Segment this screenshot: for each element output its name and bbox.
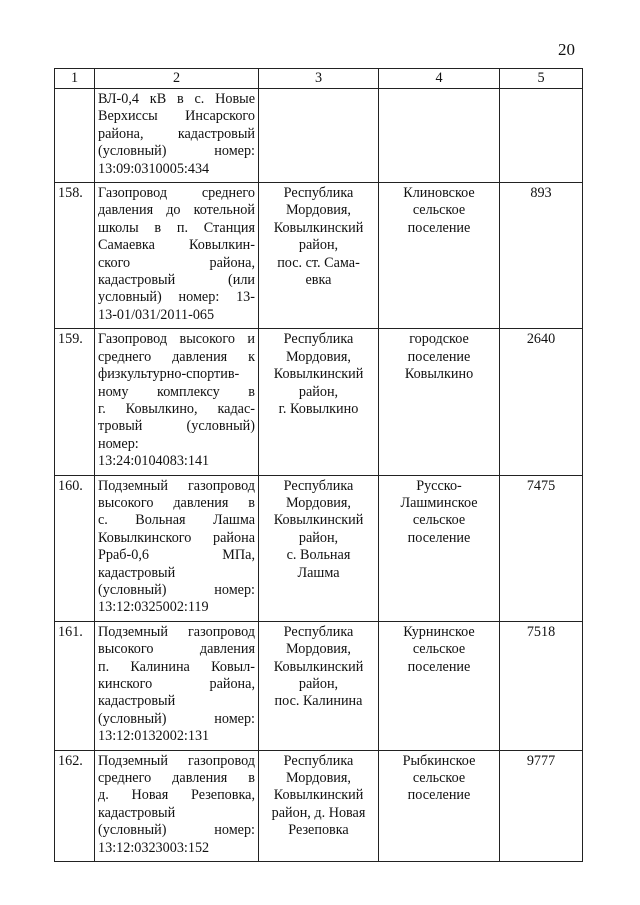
cell-line: Республика [283, 331, 354, 348]
cell-line: Республика [283, 185, 354, 202]
cell-line: Мордовия, [286, 494, 351, 511]
cell-line: район, [298, 529, 339, 546]
cell-line: Ковылкинский [273, 512, 364, 529]
cell-line: г. Ковылкино, кадас- [98, 400, 255, 417]
cell-line: сельское [412, 770, 466, 787]
cell-line: с. Вольная Лашма [98, 512, 255, 529]
table-row [55, 621, 583, 750]
property-registry-table [54, 68, 583, 862]
settlement-cell [379, 750, 500, 861]
cell-line: городское [409, 331, 469, 348]
cell-line: (условный) номер: [98, 581, 255, 598]
cell-line: поселение [407, 787, 471, 804]
cell-line: Мордовия, [286, 641, 351, 658]
location-cell [259, 89, 379, 183]
cell-line: поселение [407, 348, 471, 365]
table-row [55, 750, 583, 861]
cell-line: 13:12:0323003:152 [98, 839, 210, 856]
cell-line: 13:24:0104083:141 [98, 453, 210, 470]
settlement-cell [379, 475, 500, 621]
location-cell [259, 329, 379, 475]
cell-line: д. Новая Резеповка, [98, 787, 255, 804]
column-header: 1 [55, 69, 95, 89]
location-cell [259, 621, 379, 750]
object-name-cell [95, 183, 259, 329]
cell-line: Ковылкинского района [98, 529, 255, 546]
cell-line: Республика [283, 752, 354, 769]
cell-line: Ковылкино [404, 366, 474, 383]
value-cell [500, 89, 583, 183]
cell-line: Лашминское [400, 494, 478, 511]
cell-line: Курнинское [403, 623, 475, 640]
settlement-cell [379, 329, 500, 475]
cell-line: 13-01/031/2011-065 [98, 306, 215, 323]
column-header: 3 [259, 69, 379, 89]
cell-line: тровый (условный) [98, 418, 255, 435]
cell-line: кадастровый [98, 564, 176, 581]
cell-line: кадастровый [98, 804, 176, 821]
cell-line: среднего давления в [98, 770, 255, 787]
cell-line: ского района, [98, 254, 255, 271]
location-cell [259, 475, 379, 621]
cell-line: номер: [98, 435, 139, 452]
cell-line: район, д. Новая [271, 804, 366, 821]
value-cell: 7518 [500, 621, 583, 750]
cell-line: 13:09:0310005:434 [98, 160, 210, 177]
row-number-cell: 161. [55, 621, 95, 750]
cell-line: Подземный газопровод [98, 752, 255, 769]
value-cell: 9777 [500, 750, 583, 861]
settlement-cell [379, 89, 500, 183]
cell-line: район, [298, 237, 339, 254]
row-number-cell: 162. [55, 750, 95, 861]
cell-line: Ковылкинский [273, 219, 364, 236]
cell-line: условный) номер: 13- [98, 289, 255, 306]
object-name-cell [95, 89, 259, 183]
cell-line: евка [305, 272, 332, 289]
cell-line: Русско- [416, 477, 462, 494]
column-header: 5 [500, 69, 583, 89]
cell-line: поселение [407, 658, 471, 675]
cell-line: Ковылкинский [273, 658, 364, 675]
cell-line: (условный) номер: [98, 710, 255, 727]
cell-line: Мордовия, [286, 770, 351, 787]
column-header: 4 [379, 69, 500, 89]
cell-line: среднего давления к [98, 348, 255, 365]
cell-line: (условный) номер: [98, 143, 255, 160]
cell-line: (условный) номер: [98, 822, 255, 839]
cell-line: пос. Калинина [274, 693, 363, 710]
cell-line: района, кадастровый [98, 125, 255, 142]
cell-line: сельское [412, 512, 466, 529]
cell-line: район, [298, 676, 339, 692]
object-name-cell [95, 750, 259, 861]
cell-line: Газопровод среднего [98, 185, 255, 202]
cell-line: давления до котельной [98, 202, 255, 219]
cell-line: Газопровод высокого и [98, 331, 255, 348]
object-name-cell [95, 621, 259, 750]
cell-line: Мордовия, [286, 348, 351, 365]
cell-line: школы в п. Станция [98, 219, 255, 236]
cell-line: физкультурно-спортив- [98, 366, 240, 383]
value-cell: 893 [500, 183, 583, 329]
cell-line: Рыбкинское [402, 752, 476, 769]
cell-line: с. Вольная [286, 547, 351, 564]
cell-line: 13:12:0132002:131 [98, 728, 210, 745]
table-row [55, 329, 583, 475]
table-row [55, 475, 583, 621]
cell-line: высокого давления [98, 641, 255, 658]
table-row [55, 183, 583, 329]
cell-line: кинского района, [98, 676, 255, 692]
cell-line: кадастровый (или [98, 272, 255, 289]
cell-line: сельское [412, 641, 466, 658]
cell-line: сельское [412, 202, 466, 219]
settlement-cell [379, 183, 500, 329]
object-name-cell [95, 475, 259, 621]
cell-line: ВЛ-0,4 кВ в с. Новые [98, 91, 255, 107]
cell-line: район, [298, 383, 339, 400]
cell-line: пос. ст. Сама- [277, 254, 360, 271]
object-name-cell [95, 329, 259, 475]
cell-line: поселение [407, 219, 471, 236]
value-cell: 2640 [500, 329, 583, 475]
cell-line: Подземный газопровод [98, 477, 255, 494]
cell-line: Ковылкинский [273, 366, 364, 383]
location-cell [259, 750, 379, 861]
cell-line: Республика [283, 623, 354, 640]
cell-line: Резеповка [288, 822, 349, 839]
cell-line: Самаевка Ковылкин- [98, 237, 255, 254]
row-number-cell [55, 89, 95, 183]
table-row [55, 89, 583, 183]
cell-line: п. Калинина Ковыл- [98, 658, 255, 675]
cell-line: Республика [283, 477, 354, 494]
cell-line: Верхиссы Инсарского [98, 108, 255, 125]
cell-line: поселение [407, 529, 471, 546]
row-number-cell: 158. [55, 183, 95, 329]
cell-line: Мордовия, [286, 202, 351, 219]
value-cell: 7475 [500, 475, 583, 621]
settlement-cell [379, 621, 500, 750]
table-body [55, 89, 583, 862]
cell-line: Подземный газопровод [98, 623, 255, 640]
column-header: 2 [95, 69, 259, 89]
table-header-row [55, 69, 583, 89]
location-cell [259, 183, 379, 329]
cell-line: Ковылкинский [273, 787, 364, 804]
row-number-cell: 159. [55, 329, 95, 475]
cell-line: высокого давления в [98, 494, 255, 511]
row-number-cell: 160. [55, 475, 95, 621]
cell-line: Клиновское [403, 185, 475, 202]
cell-line: Лашма [297, 564, 340, 581]
page-number: 20 [558, 40, 575, 59]
cell-line: г. Ковылкино [278, 400, 359, 417]
cell-line: кадастровый [98, 693, 176, 710]
cell-line: ному комплексу в [98, 383, 255, 400]
cell-line: Рраб-0,6 МПа, [98, 547, 255, 564]
cell-line: 13:12:0325002:119 [98, 599, 209, 616]
